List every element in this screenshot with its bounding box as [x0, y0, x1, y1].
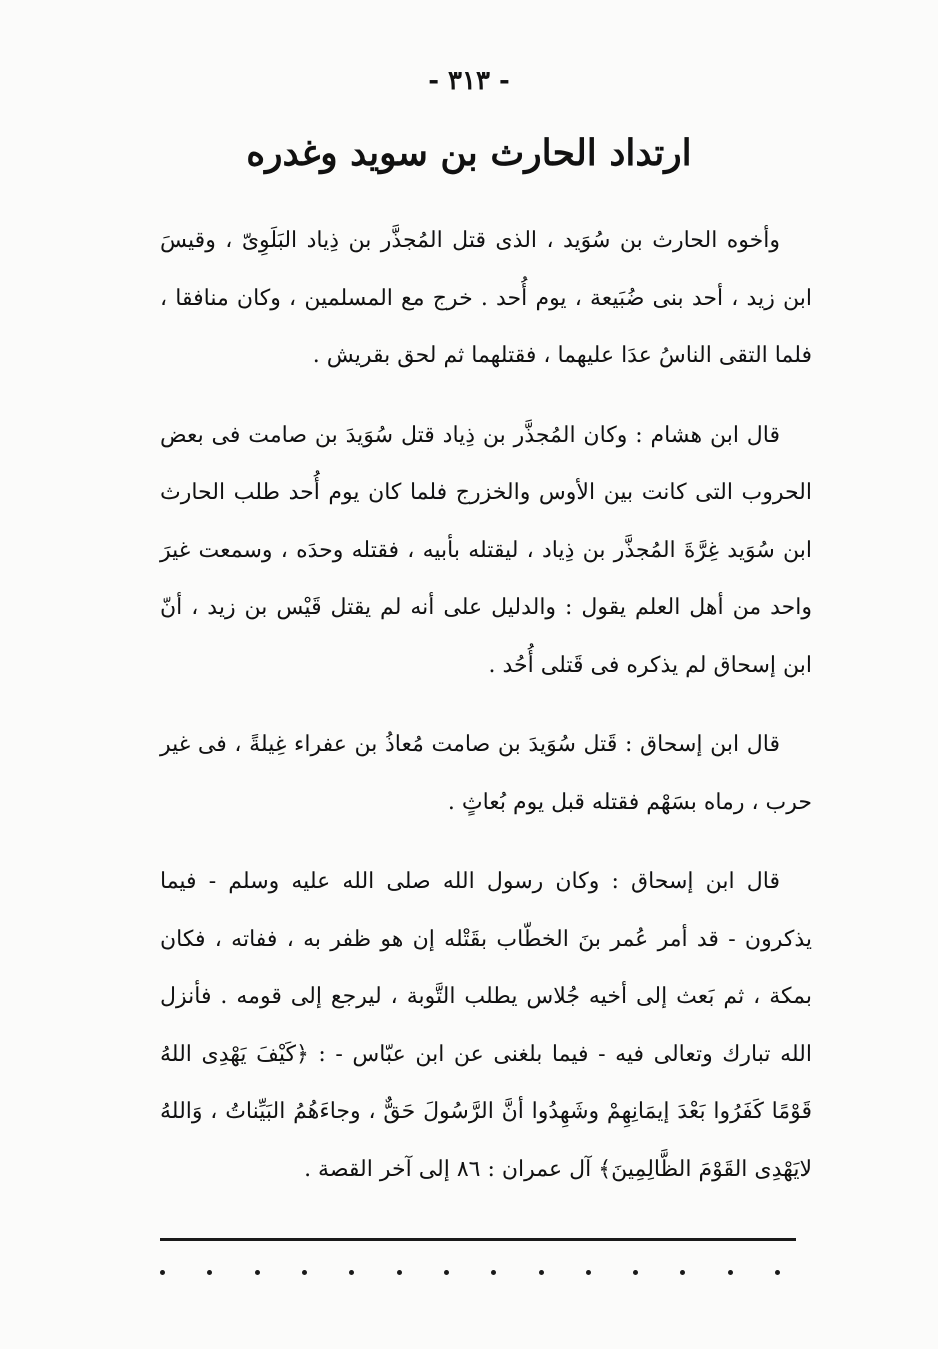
footnote-dot — [491, 1270, 496, 1275]
footnote-dot — [444, 1270, 449, 1275]
paragraph-1: وأخوه الحارث بن سُوَيد ، الذى قتل المُجذَّر بن ذِياد البَلَوِىّ ، وقيسَ ابن زيد ، أحد بنى ضُبَيعة ، يوم أُحد . خرج مع المسلمين ، وكان منافقا ، فلما التقى الناسُ عدَا عليهما ، فقتلهما ثم لحق بقريش . — [160, 228, 812, 368]
footnote-dot — [775, 1270, 780, 1275]
paragraph-4: قال ابن إسحاق : وكان رسول الله صلى الله عليه وسلم - فيما يذكرون - قد أمر عُمر بنَ الخطّاب بقَتْله إن هو ظفر به ، ففاته ، فكان بمكة ، ثم بَعث إلى أخيه جُلاس يطلب التَّوبة ، ليرجع إلى قومه . فأنزل الله تبارك وتعالى فيه - فيما بلغنى عن ابن عبّاس - : ﴿كَيْفَ يَهْدِى اللهُ قَوْمًا كَفَرُوا بَعْدَ إيمَانِهِمْ وشَهِدُوا أنَّ الرَّسُولَ حَقٌّ ، وجاءَهُمُ البَيِّناتُ ، وَاللهُ لايَهْدِى القَوْمَ الظَّالِمِينَ﴾ آل عمران : ٨٦ إلى آخر القصة . — [160, 869, 812, 1182]
footnote-dot-row — [160, 1262, 780, 1282]
footnote-dot — [539, 1270, 544, 1275]
paragraph-3: قال ابن إسحاق : قَتل سُوَيدَ بن صامت مُعاذُ بن عفراء غِيلةً ، فى غير حرب ، رماه بسَهْم فقتله قبل يوم بُعاثٍ . — [160, 732, 812, 815]
page-number: - ٣١٣ - — [428, 66, 510, 96]
footnote-dot — [633, 1270, 638, 1275]
footnote-dot — [255, 1270, 260, 1275]
footnote-dot — [160, 1270, 165, 1275]
footnote-dot — [397, 1270, 402, 1275]
footnote-divider — [160, 1238, 796, 1241]
footnote-dot — [680, 1270, 685, 1275]
footnote-dot — [349, 1270, 354, 1275]
footnote-dot — [728, 1270, 733, 1275]
footnote-dot — [586, 1270, 591, 1275]
section-title: ارتداد الحارث بن سويد وغدره — [246, 132, 692, 174]
footnote-dot — [302, 1270, 307, 1275]
footnote-dot — [207, 1270, 212, 1275]
body-text — [160, 212, 812, 1224]
paragraph-2: قال ابن هشام : وكان المُجذَّر بن ذِياد قتل سُوَيدَ بن صامت فى بعض الحروب التى كانت بين الأوس والخزرج فلما كان يوم أُحد طلب الحارث ابن سُوَيد غِرَّةَ المُجذَّر بن ذِياد ، ليقتله بأبيه ، فقتله وحدَه ، وسمعت غيرَ واحد من أهل العلم يقول : والدليل على أنه لم يقتل قَيْس بن زيد ، أنّ ابن إسحاق لم يذكره فى قَتلى أُحُد . — [160, 422, 812, 678]
